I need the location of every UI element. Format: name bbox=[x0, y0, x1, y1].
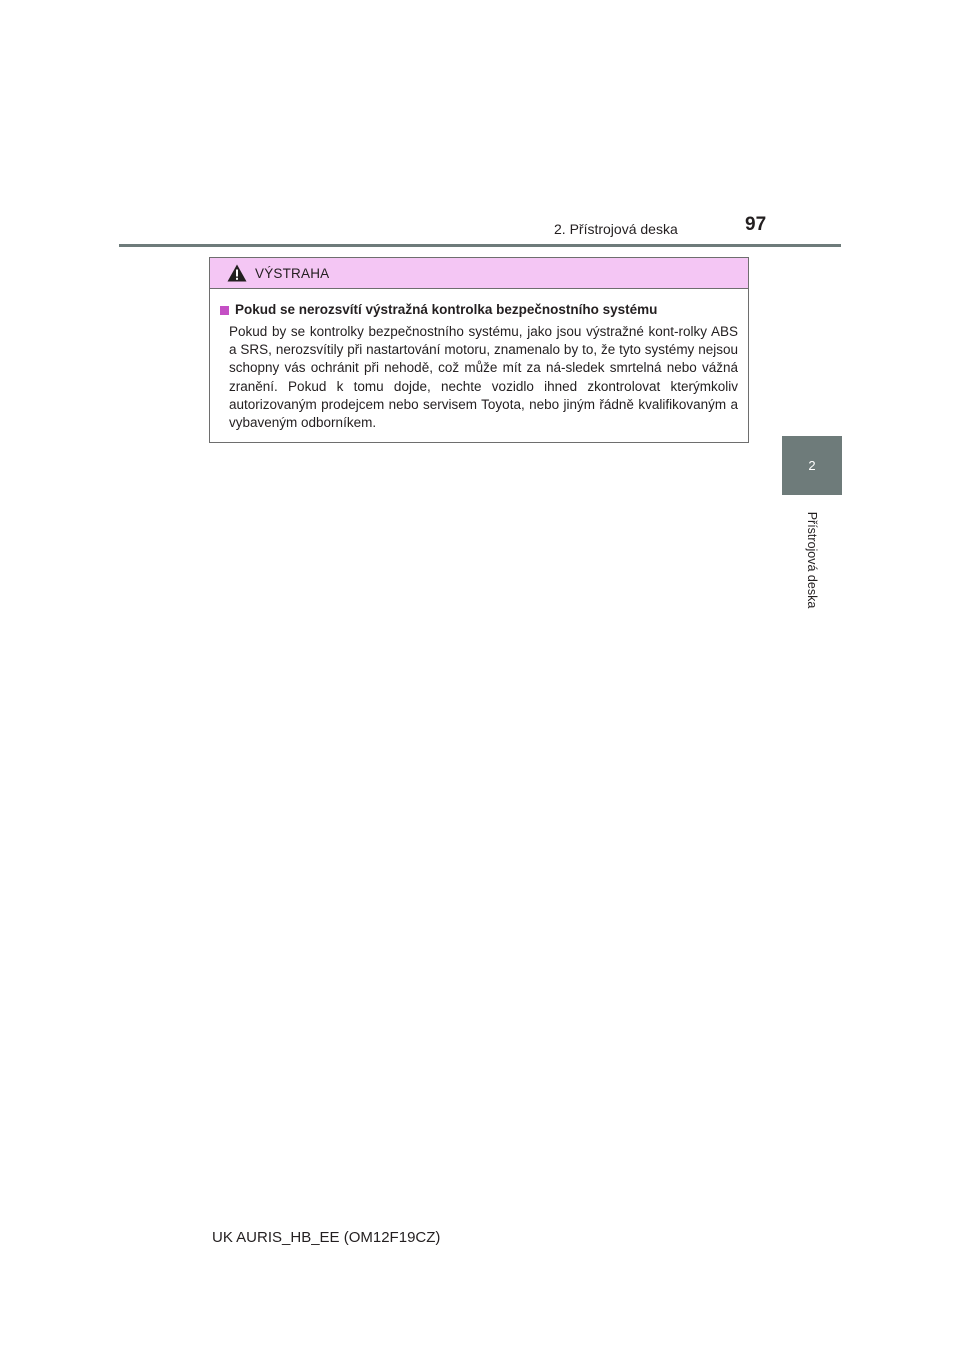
section-title: 2. Přístrojová deska bbox=[554, 221, 678, 237]
header-divider bbox=[119, 244, 841, 247]
warning-box bbox=[209, 257, 749, 443]
chapter-title: Přístrojová deska bbox=[805, 511, 819, 609]
warning-triangle-icon bbox=[227, 264, 247, 282]
model-code: UK AURIS_HB_EE (OM12F19CZ) bbox=[212, 1229, 441, 1246]
bullet-square-icon bbox=[220, 306, 229, 315]
warning-heading bbox=[220, 301, 738, 319]
chapter-number: 2 bbox=[808, 458, 816, 473]
page-number: 97 bbox=[745, 214, 767, 235]
warning-body bbox=[210, 289, 748, 432]
chapter-tab bbox=[782, 436, 842, 495]
warning-heading-text: Pokud se nerozsvítí výstražná kontrolka bezpečnostního systému bbox=[235, 302, 658, 317]
warning-text: Pokud by se kontrolky bezpečnostního systému, jako jsou výstražné kont-rolky ABS a SRS, nerozsvítily při nastartování motoru, znamenalo by to, že tyto systémy nejsou schopny vás ochránit při nehodě, což může mít za ná-sledek smrtelná nebo vážná zranění. Pokud k tomu dojde, nechte vozidlo ihned zkontrolovat kterýmkoliv autorizovaným prodejcem nebo servisem Toyota, nebo jiným řádně kvalifikovaným a vybaveným odborníkem. bbox=[229, 324, 738, 431]
warning-header bbox=[210, 258, 748, 289]
warning-title: VÝSTRAHA bbox=[255, 265, 330, 281]
